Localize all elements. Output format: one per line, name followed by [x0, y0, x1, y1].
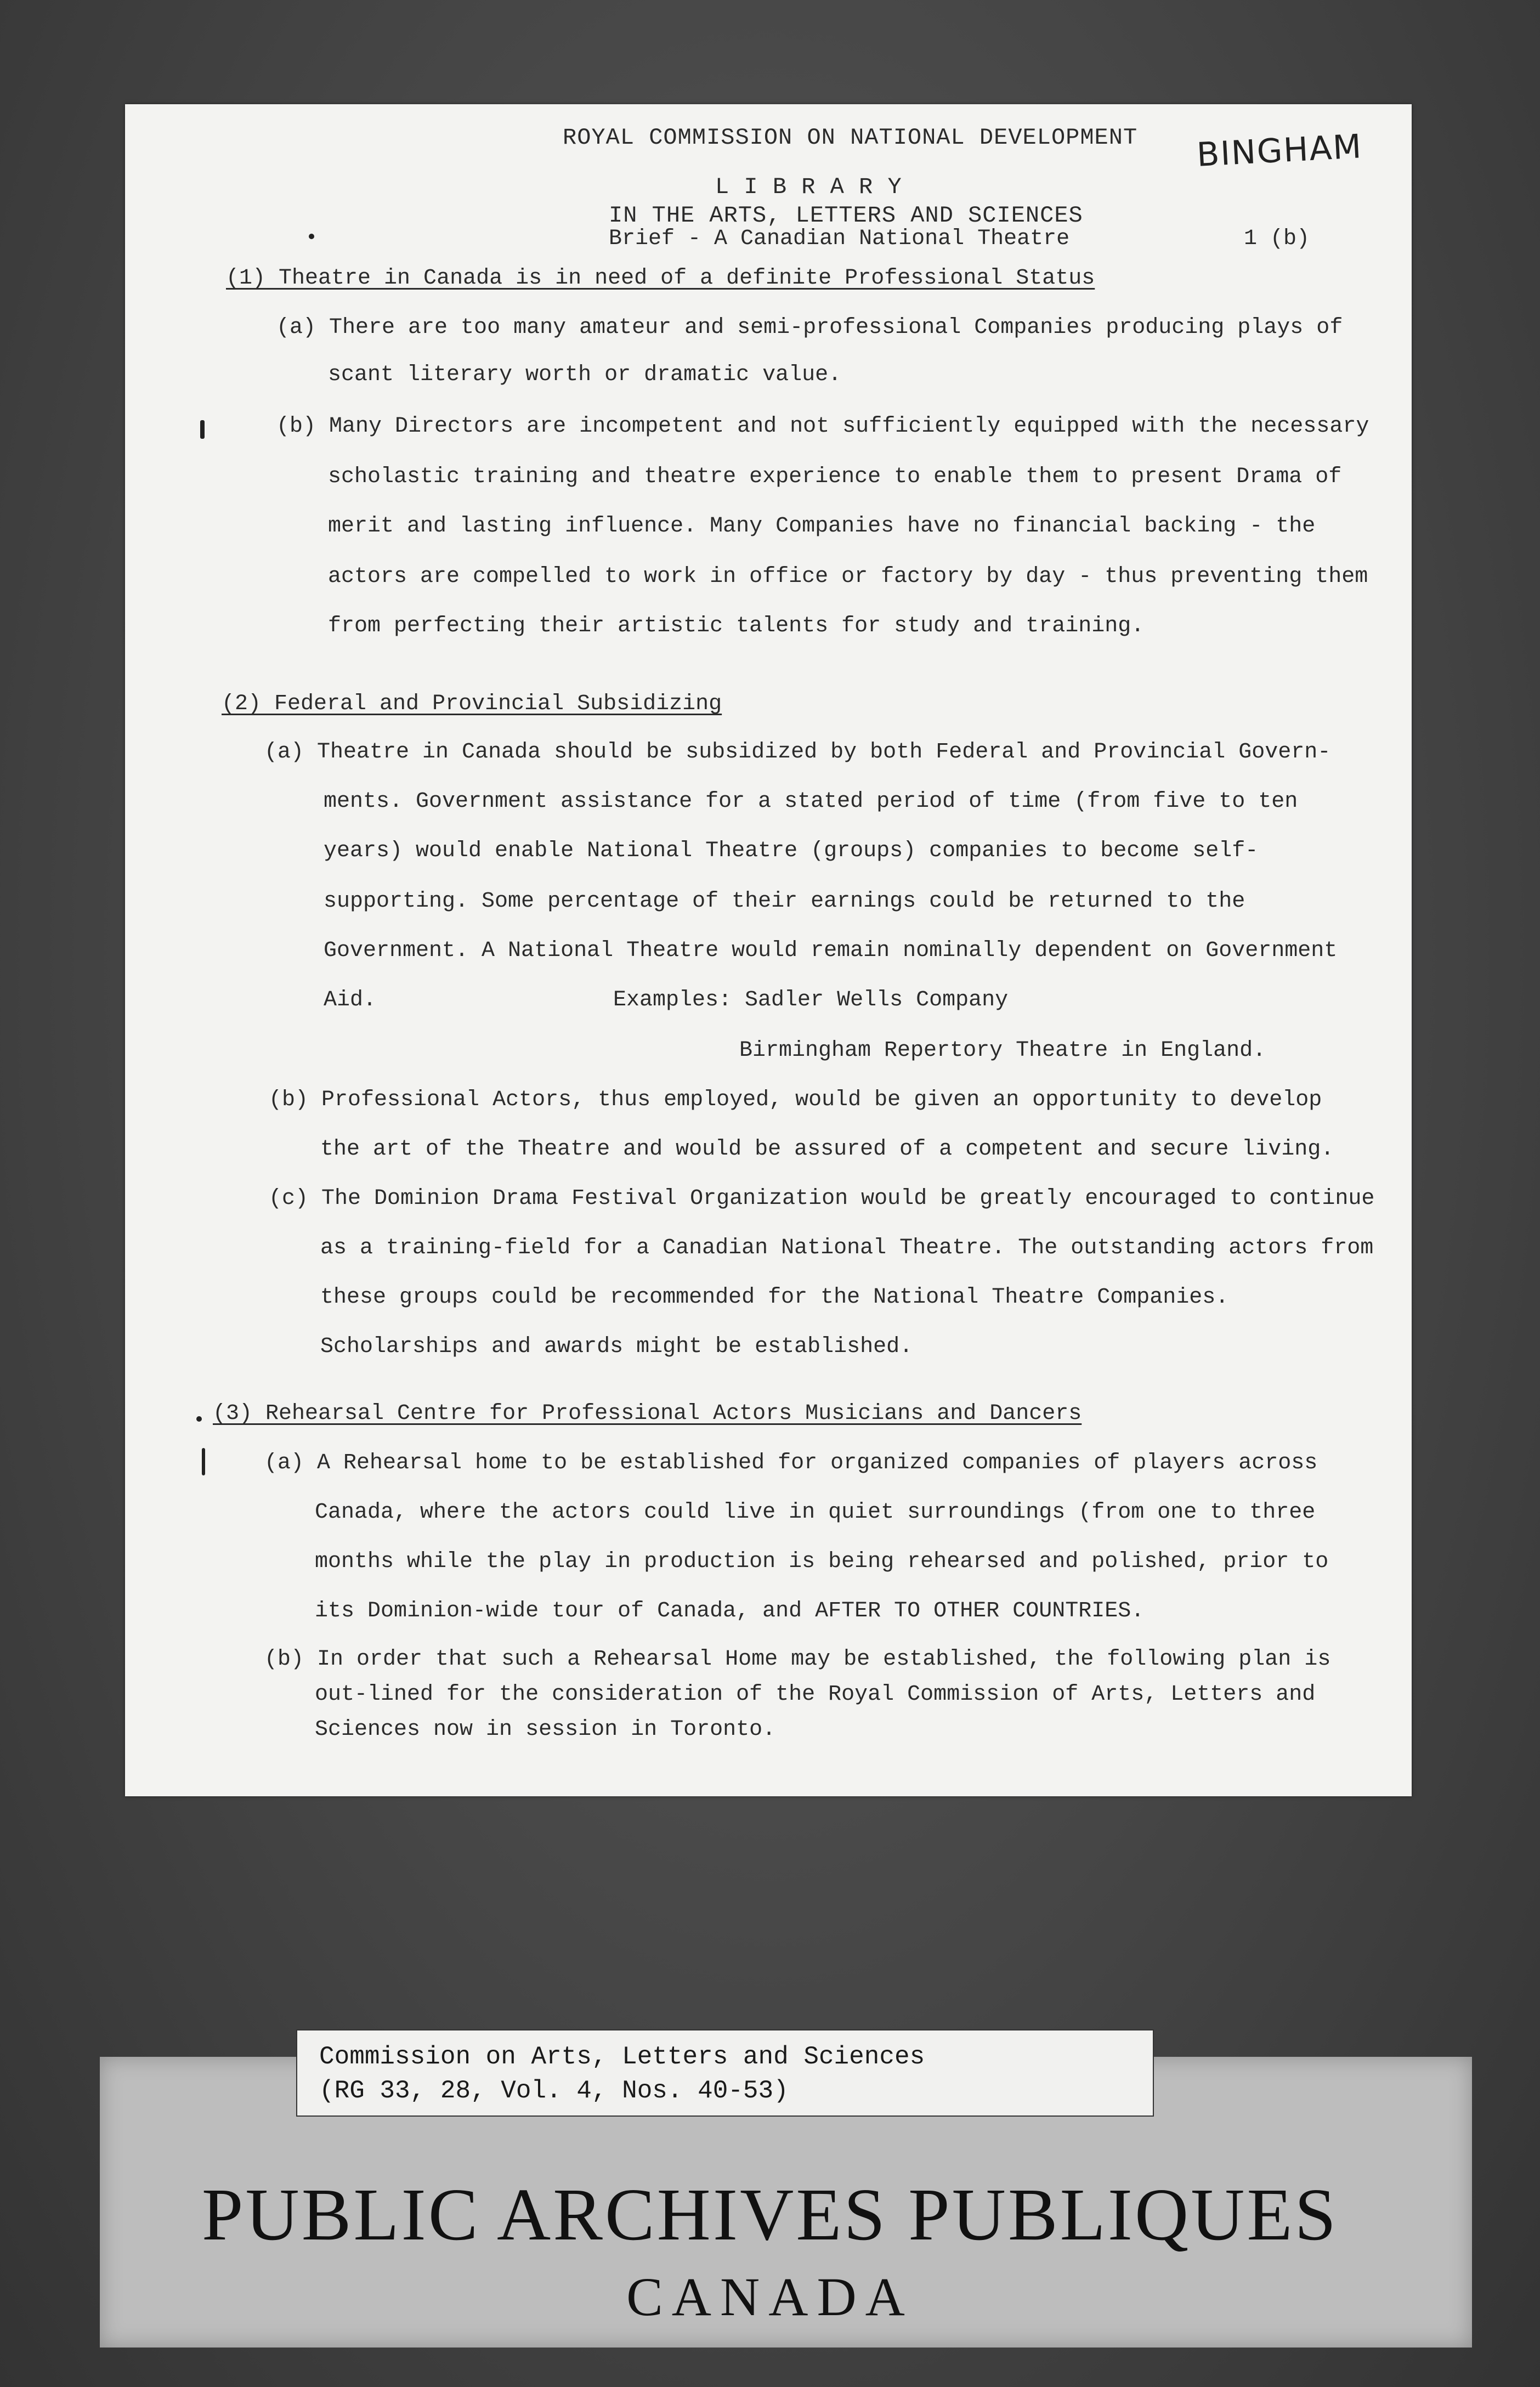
- page-number: 1 (b): [1244, 227, 1310, 251]
- margin-mark: [200, 420, 205, 439]
- section-3-heading: [213, 1403, 1082, 1425]
- section-3b-line-1: (b) In order that such a Rehearsal Home may be established, the following plan is: [264, 1647, 1331, 1672]
- section-3a-line-3: months while the play in production is being rehearsed and polished, prior to: [315, 1549, 1329, 1574]
- section-2a-line-2: ments. Government assistance for a stated period of time (from five to ten: [324, 789, 1298, 814]
- header-commission: ROYAL COMMISSION ON NATIONAL DEVELOPMENT: [563, 125, 1138, 151]
- archives-title: PUBLIC ARCHIVES PUBLIQUES: [201, 2174, 1339, 2256]
- section-3-heading-text: (3) Rehearsal Centre for Professional Actors Musicians and Dancers: [213, 1401, 1082, 1426]
- margin-mark: [202, 1448, 205, 1475]
- section-2c-line-2: as a training-field for a Canadian National Theatre. The outstanding actors from: [320, 1236, 1374, 1260]
- section-2b-line-1: (b) Professional Actors, thus employed, would be given an opportunity to develop: [269, 1088, 1322, 1112]
- archives-country: CANADA: [626, 2266, 914, 2327]
- section-1a-line-1: (a) There are too many amateur and semi-professional Companies producing plays of: [276, 315, 1343, 340]
- header-arts: IN THE ARTS, LETTERS AND SCIENCES: [609, 202, 1083, 229]
- margin-dot: [309, 234, 314, 239]
- document-page: [125, 104, 1412, 1796]
- margin-dot: [196, 1416, 202, 1422]
- section-2a-example-2: Birmingham Repertory Theatre in England.: [739, 1038, 1266, 1063]
- section-3a-line-2: Canada, where the actors could live in quiet surroundings (from one to three: [315, 1500, 1316, 1525]
- header-brief-title: Brief - A Canadian National Theatre: [609, 227, 1070, 251]
- section-2a-line-5: Government. A National Theatre would remain nominally dependent on Government: [324, 938, 1338, 963]
- section-3b-line-3: Sciences now in session in Toronto.: [315, 1717, 776, 1742]
- section-2-heading: [222, 693, 722, 715]
- section-2a-line-3: years) would enable National Theatre (groups) companies to become self-: [324, 839, 1259, 863]
- archive-reference-label: [296, 2029, 1154, 2117]
- archive-label-line-1: Commission on Arts, Letters and Sciences: [319, 2043, 925, 2071]
- archive-label-line-2: (RG 33, 28, Vol. 4, Nos. 40-53): [319, 2077, 789, 2105]
- section-1a-line-2: scant literary worth or dramatic value.: [328, 363, 842, 387]
- section-1b-line-2: scholastic training and theatre experience to enable them to present Drama of: [328, 465, 1342, 489]
- section-1-heading: [226, 268, 1095, 290]
- section-2a-line-4: supporting. Some percentage of their earnings could be returned to the: [324, 889, 1245, 914]
- section-2-heading-text: (2) Federal and Provincial Subsidizing: [222, 692, 722, 716]
- section-3a-line-1: (a) A Rehearsal home to be established for organized companies of players across: [264, 1451, 1318, 1475]
- section-2a-line-1: (a) Theatre in Canada should be subsidized by both Federal and Provincial Govern-: [264, 740, 1331, 765]
- section-3a-line-4: its Dominion-wide tour of Canada, and AFTER TO OTHER COUNTRIES.: [315, 1599, 1145, 1624]
- section-3b-line-2: out-lined for the consideration of the Royal Commission of Arts, Letters and: [315, 1682, 1316, 1707]
- section-2a-line-6: Aid.: [324, 988, 377, 1013]
- section-2a-example-1: Examples: Sadler Wells Company: [613, 988, 1009, 1013]
- section-1b-line-1: (b) Many Directors are incompetent and not sufficiently equipped with the necessary: [276, 414, 1369, 439]
- section-1b-line-5: from perfecting their artistic talents for study and training.: [328, 614, 1145, 638]
- section-2c-line-4: Scholarships and awards might be established.: [320, 1334, 913, 1359]
- section-1b-line-3: merit and lasting influence. Many Companies have no financial backing - the: [328, 514, 1316, 539]
- section-1-heading-text: (1) Theatre in Canada is in need of a definite Professional Status: [226, 266, 1095, 291]
- header-library: L I B R A R Y: [715, 174, 902, 200]
- section-2c-line-3: these groups could be recommended for the National Theatre Companies.: [320, 1285, 1229, 1310]
- section-2b-line-2: the art of the Theatre and would be assured of a competent and secure living.: [320, 1137, 1334, 1162]
- section-2c-line-1: (c) The Dominion Drama Festival Organization would be greatly encouraged to continue: [269, 1186, 1375, 1211]
- handwritten-name: BINGHAM: [1196, 127, 1363, 174]
- section-1b-line-4: actors are compelled to work in office or factory by day - thus preventing them: [328, 564, 1368, 589]
